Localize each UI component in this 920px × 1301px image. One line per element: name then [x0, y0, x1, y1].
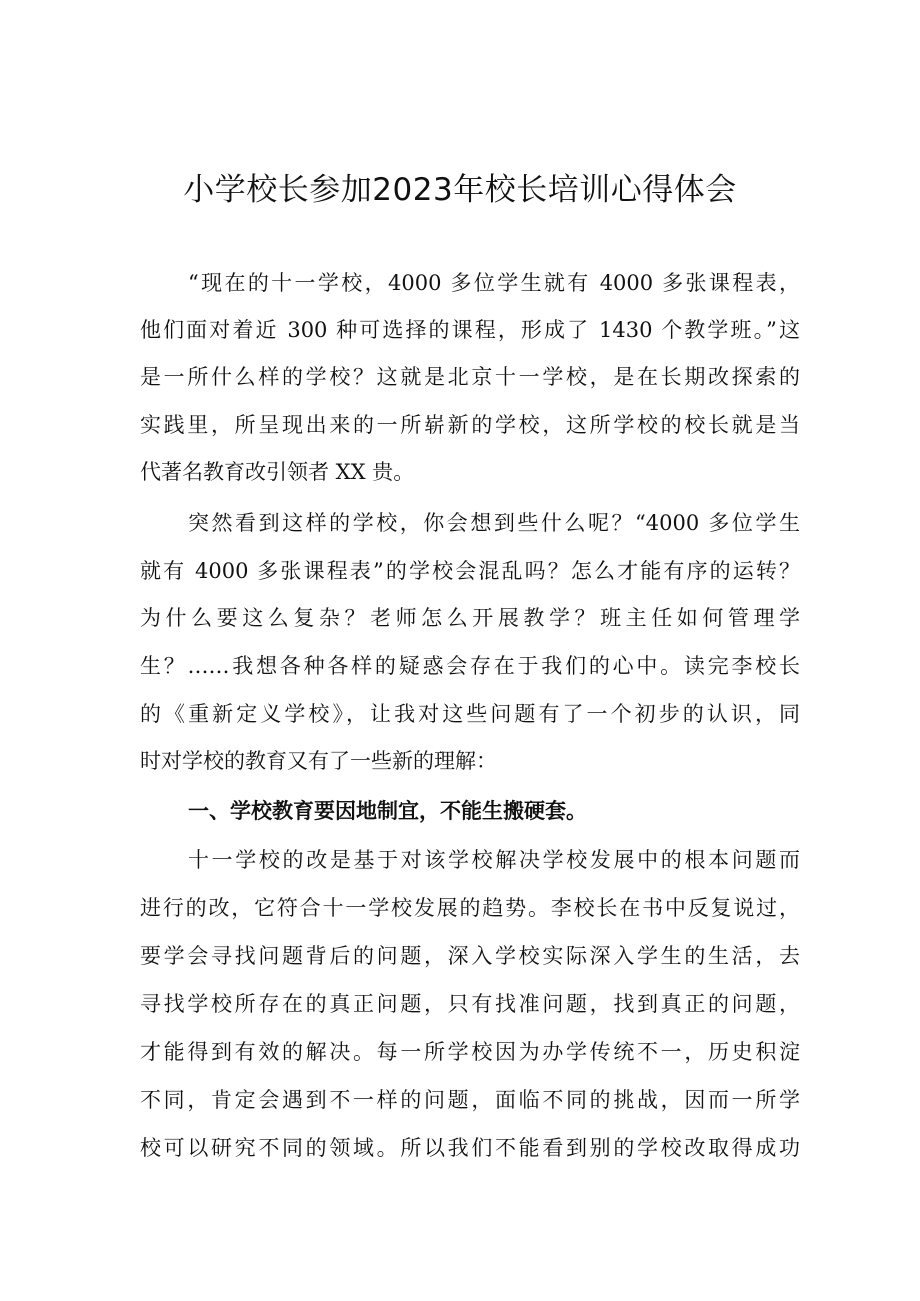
paragraph-3-line-6: 不同，肯定会遇到不一样的问题，面临不同的挑战，因而一所学: [140, 1088, 800, 1112]
paragraph-3-line-1: 十一学校的改是基于对该学校解决学校发展中的根本问题而: [188, 848, 800, 872]
paragraph-1-line-3: 是一所什么样的学校？这就是北京十一学校，是在长期改探索的: [140, 365, 800, 389]
document-title: 小学校长参加2023年校长培训心得体会: [183, 172, 737, 208]
paragraph-2-line-3: 为什么要这么复杂？老师怎么开展教学？班主任如何管理学: [140, 606, 800, 630]
paragraph-2-line-4: 生？……我想各种各样的疑惑会存在于我们的心中。读完李校长: [140, 654, 800, 678]
paragraph-1-line-5: 代著名教育改引领者 XX 贵。: [140, 460, 415, 484]
paragraph-2-line-5: 的《重新定义学校》，让我对这些问题有了一个初步的认识，同: [140, 702, 800, 726]
section-heading-1: 一、学校教育要因地制宜，不能生搬硬套。: [188, 799, 587, 823]
paragraph-3-line-2: 进行的改，它符合十一学校发展的趋势。李校长在书中反复说过，: [140, 896, 800, 920]
paragraph-2-line-2: 就有 4000 多张课程表”的学校会混乱吗？怎么才能有序的运转？: [140, 559, 800, 583]
paragraph-1-line-4: 实践里，所呈现出来的一所崭新的学校，这所学校的校长就是当: [140, 413, 800, 437]
paragraph-2-line-6: 时对学校的教育又有了一些新的理解：: [140, 749, 497, 773]
paragraph-1-line-2: 他们面对着近 300 种可选择的课程，形成了 1430 个教学班。”这: [140, 318, 800, 342]
paragraph-3-line-4: 寻找学校所存在的真正问题，只有找准问题，找到真正的问题，: [140, 992, 800, 1016]
paragraph-3-line-7: 校可以研究不同的领域。所以我们不能看到别的学校改取得成功: [140, 1136, 800, 1160]
paragraph-2-line-1: 突然看到这样的学校，你会想到些什么呢？“4000 多位学生: [188, 511, 800, 535]
paragraph-3-line-3: 要学会寻找问题背后的问题，深入学校实际深入学生的生活，去: [140, 944, 800, 968]
paragraph-1-line-1: “现在的十一学校，4000 多位学生就有 4000 多张课程表，: [188, 271, 800, 295]
paragraph-3-line-5: 才能得到有效的解决。每一所学校因为办学传统不一，历史积淀: [140, 1040, 800, 1064]
